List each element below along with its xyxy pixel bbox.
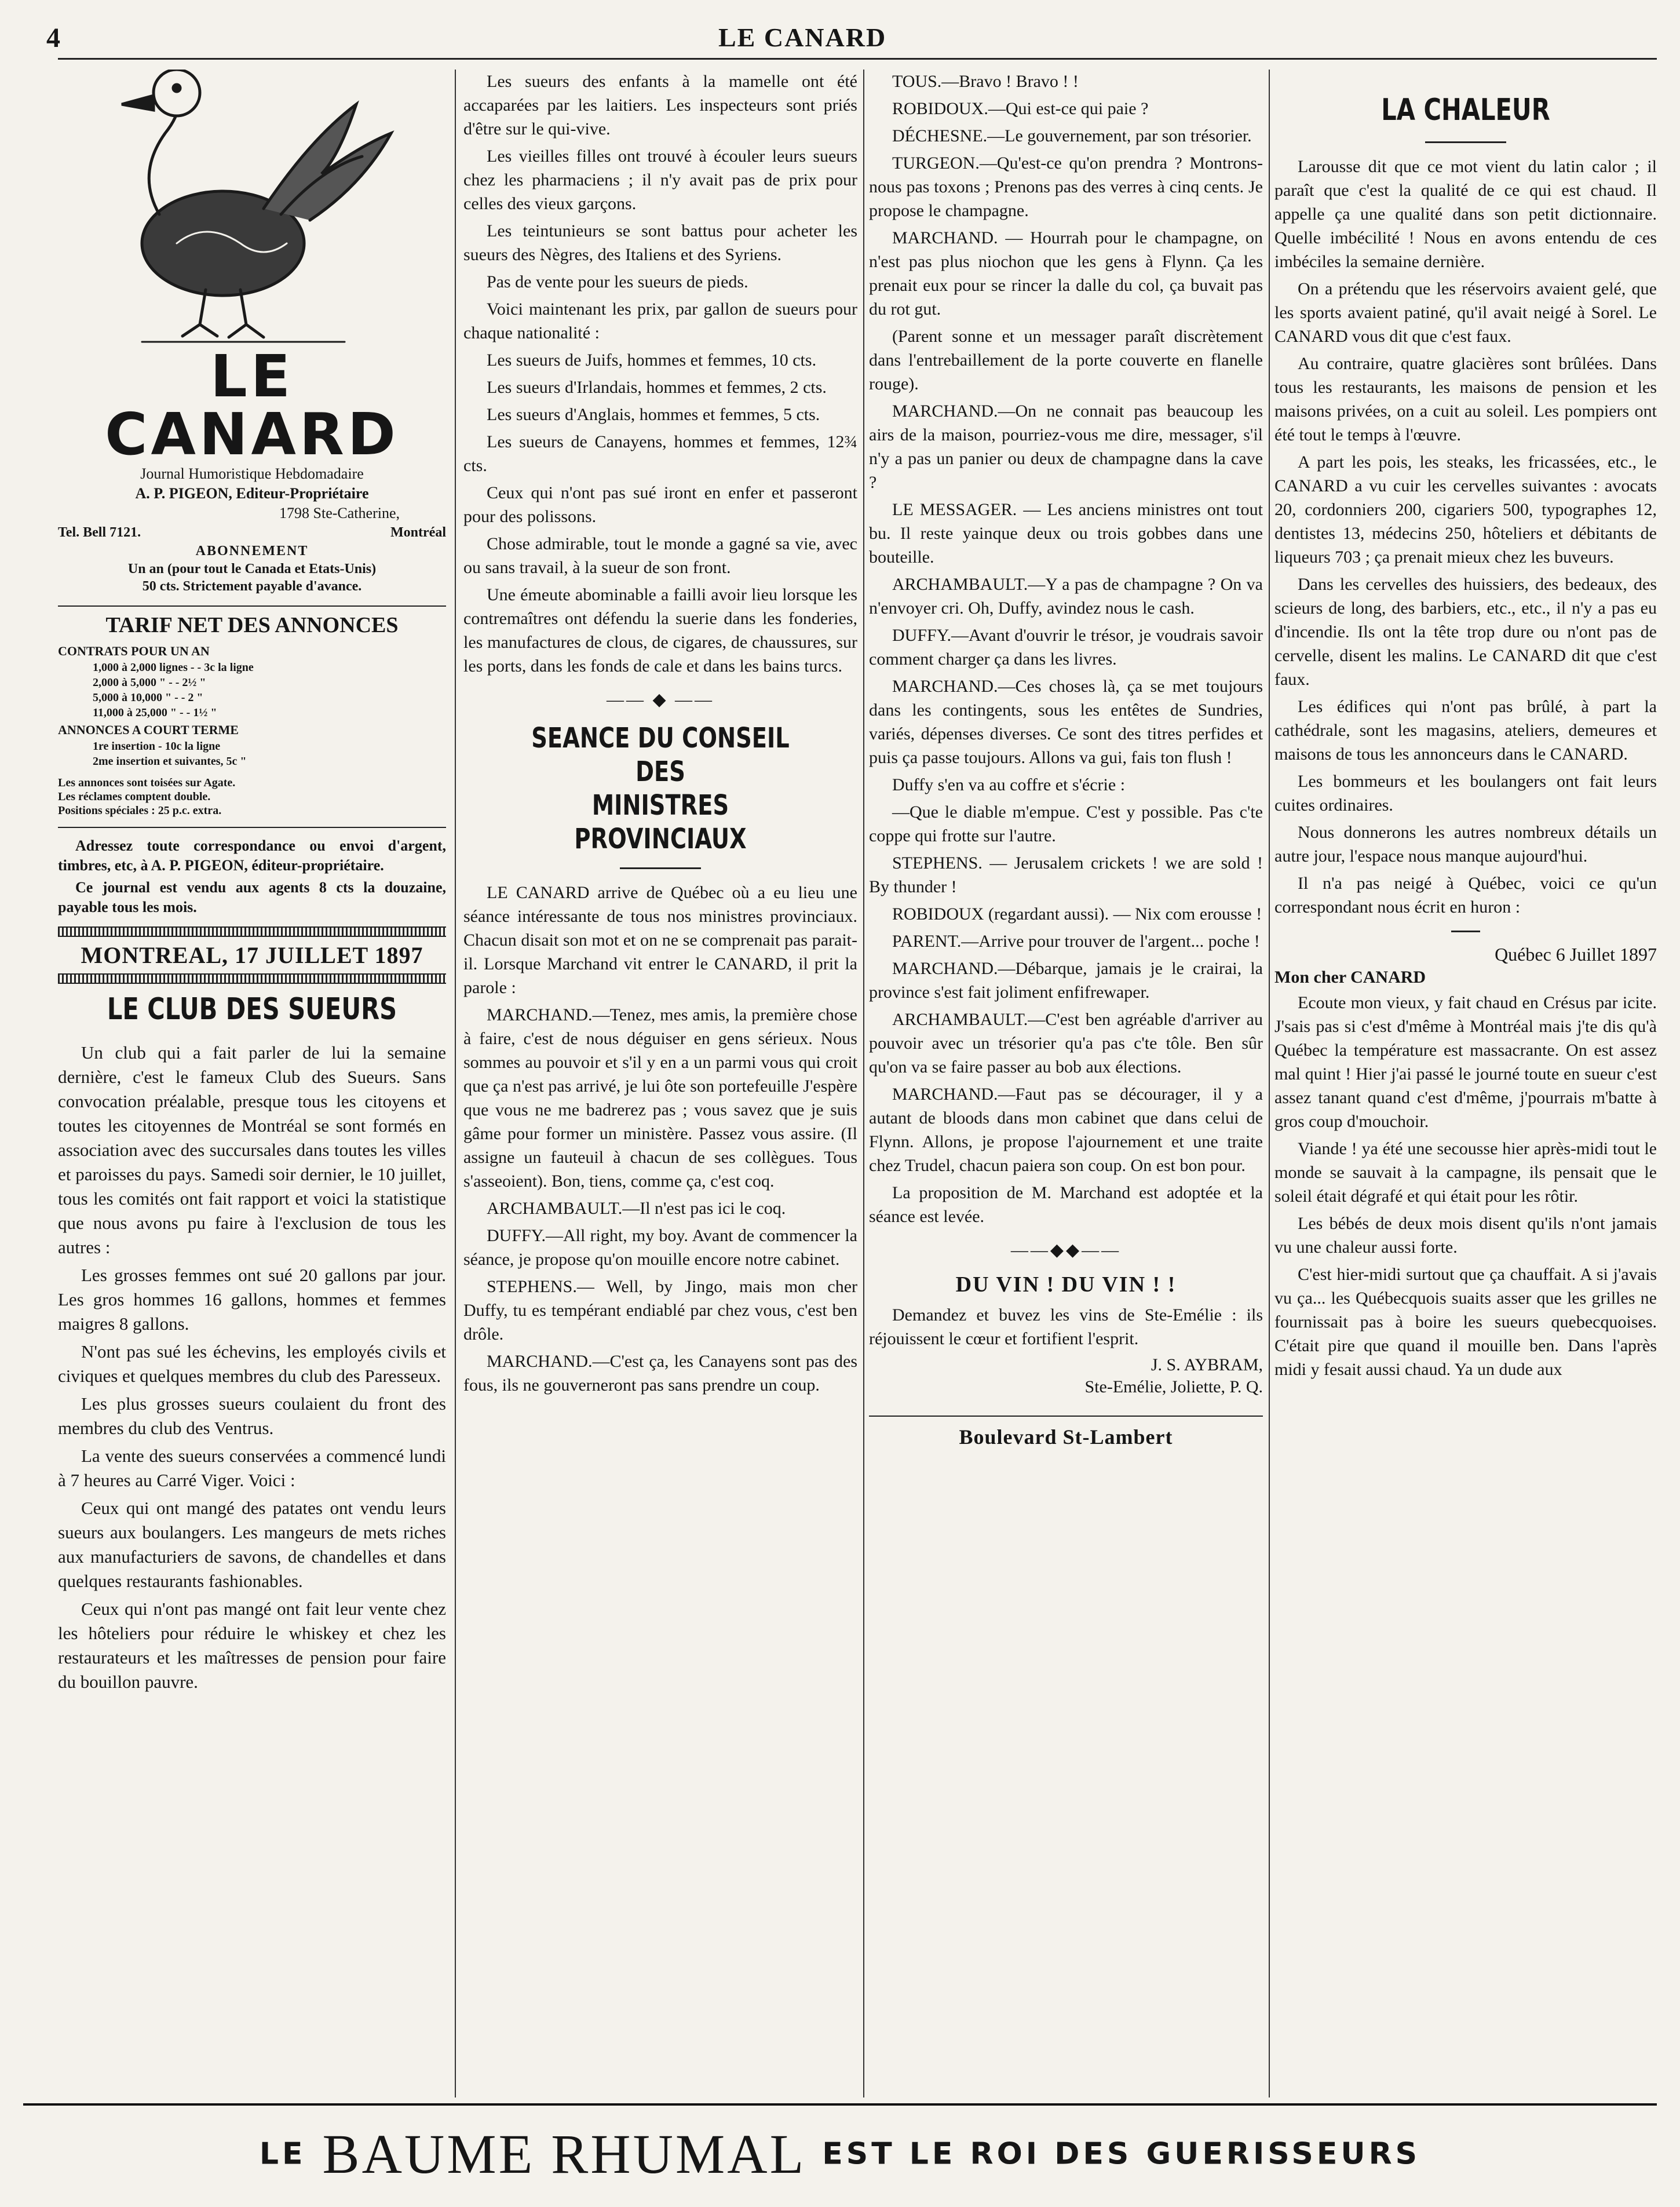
page-header	[23, 12, 1657, 58]
club-paragraph: Une émeute abominable a failli avoir lieu lorsque les contremaîtres ont défendu la suerie dans les fonderies, les manufactures de clous, de cigares, de chaussures, sur les ports, dans les fonds de cale et dans les bains turcs.	[463, 585, 857, 676]
column-3	[869, 70, 1263, 2097]
chaleur-paragraph: Larousse dit que ce mot vient du latin calor ; il paraît que c'est la qualité de ce qui est chaud. Il appelle ça une qualité dans son petit dictionnaire. Quelle imbécilité ! Nous en avons entendu de ces imbéciles la semaine dernière.	[1274, 157, 1657, 271]
letter-paragraph: Les bébés de deux mois disent qu'ils n'ont jamais vu une chaleur aussi forte.	[1274, 1214, 1657, 1257]
club-paragraph: Les plus grosses sueurs coulaient du front des membres du club des Ventrus.	[58, 1393, 446, 1438]
seance-paragraph: ROBIDOUX (regardant aussi). — Nix com erousse !	[892, 904, 1262, 924]
club-paragraph: Voici maintenant les prix, par gallon de sueurs pour chaque nationalité :	[463, 300, 857, 342]
club-paragraph: Un club qui a fait parler de lui la semaine dernière, c'est le fameux Club des Sueurs. Sans convocation préalable, presque tous les citoyens et toutes les citoyennes de Montréal se sont formés en association avec des succursales dans toutes les villes et paroisses du pays. Samedi soir dernier, le 10 juillet, tous les comités ont fait rapport et voici la statistique que nous avons pu faire à l'exclusion de tous les autres :	[58, 1042, 446, 1257]
short-rule	[1425, 141, 1506, 143]
footer-advertisement	[23, 2103, 1657, 2187]
ornament-divider: —— ◆ ——	[606, 690, 715, 709]
letter-date: Québec 6 Juillet 1897	[1495, 944, 1657, 965]
seance-paragraph: (Parent sonne et un messager paraît discrètement dans l'entrebaillement de la porte couverte en flanelle rouge).	[869, 327, 1263, 393]
abonnement-heading: ABONNEMENT	[195, 543, 309, 559]
seance-paragraph: MARCHAND.—Ces choses là, ça se met toujours dans les contingents, sous les entêtes de Sundries, variés, dépenses diverses. Ce sont des titres perfides et puis ça passe toujours. Allons va gui, fais ton flush !	[869, 677, 1263, 767]
seance-paragraph: PARENT.—Arrive pour trouver de l'argent... poche !	[892, 932, 1260, 951]
seance-paragraph: La proposition de M. Marchand est adoptée et la séance est levée.	[869, 1183, 1263, 1226]
rate-note: Positions spéciales : 25 p.c. extra.	[58, 804, 222, 817]
short-rule	[1451, 931, 1480, 932]
boulevard-ad: Boulevard St-Lambert	[869, 1416, 1263, 1449]
club-headline: LE CLUB DES SUEURS	[107, 992, 397, 1027]
seance-paragraph: MARCHAND.—Tenez, mes amis, la première chose à faire, c'est de nous déguiser en gens sérieux. Nous sommes au pouvoir et s'il y en a un parmi vous qui croit que ça n'est pas arrivé, je lui ôte son portefeuille J'espère que vous ne me badrerez pas ; vous savez que je suis gâme pour former un ministère. Passez vous assire. (Il assigne un fauteuil à chacun de ses collègues. Tous s'asseoient). Bon, tiens, comme ça, c'est coq.	[463, 1005, 857, 1191]
column-divider	[863, 70, 864, 2097]
letter-paragraph: Viande ! ya été une secousse hier après-midi tout le monde se sauvait à la campagne, ils pensait que le soleil était dégrafé et qui était pour les rôtir.	[1274, 1139, 1657, 1206]
rate-line: 2me insertion et suivantes, 5c "	[93, 755, 247, 768]
seance-headline-line1: SEANCE DU CONSEIL DES	[531, 722, 790, 788]
seance-paragraph: STEPHENS.— Well, by Jingo, mais mon cher Duffy, tu es tempérant endiablé par chez vous, c'est ben drôle.	[463, 1277, 857, 1344]
column-4	[1274, 70, 1657, 2097]
agents-notice: Ce journal est vendu aux agents 8 cts la douzaine, payable tous les mois.	[58, 879, 446, 915]
club-paragraph: Chose admirable, tout le monde a gagné sa vie, avec ou sans travail, à la sueur de son front.	[463, 534, 857, 577]
footer-brand: BAUME RHUMAL	[322, 2123, 806, 2185]
vin-text: Demandez et buvez les vins de Ste-Emélie : ils réjouissent le cœur et fortifient l'esprit.	[869, 1305, 1263, 1348]
seance-paragraph: DÉCHESNE.—Le gouvernement, par son trésorier.	[892, 126, 1252, 145]
vin-headline: DU VIN ! DU VIN ! !	[955, 1272, 1177, 1297]
rate-line: 5,000 à 10,000 " - - 2 "	[93, 691, 203, 704]
vin-signature: J. S. AYBRAM,	[1151, 1355, 1263, 1374]
club-paragraph: Les vieilles filles ont trouvé à écouler leurs sueurs chez les pharmaciens ; il n'y avait pas de prix pour celles des vieux garçons.	[463, 147, 857, 213]
club-paragraph: Les sueurs de Canayens, hommes et femmes, 12¾ cts.	[463, 432, 857, 475]
seance-paragraph: ARCHAMBAULT.—Y a pas de champagne ? On va n'envoyer cri. Oh, Duffy, avindez nous le cash.	[869, 575, 1263, 618]
seance-paragraph: MARCHAND.—Débarque, jamais je le crairai, la province s'est fait joliment enfifrewaper.	[869, 959, 1263, 1002]
header-rule	[58, 58, 1657, 60]
chaleur-paragraph: Il n'a pas neigé à Québec, voici ce qu'un correspondant nous écrit en huron :	[1274, 874, 1657, 917]
seance-paragraph: Duffy s'en va au coffre et s'écrie :	[892, 775, 1126, 794]
chaleur-paragraph: On a prétendu que les réservoirs avaient gelé, que les sports avaient patiné, qu'il avait neigé à Sorel. Le CANARD vous dit que c'est faux.	[1274, 279, 1657, 346]
rate-note: Les annonces sont toisées sur Agate.	[58, 776, 236, 789]
club-paragraph: La vente des sueurs conservées a commencé lundi à 7 heures au Carré Viger. Voici :	[58, 1446, 446, 1490]
letter-salutation: Mon cher CANARD	[1274, 968, 1426, 987]
ornamental-rule	[58, 973, 446, 984]
column-divider	[455, 70, 456, 2097]
footer-tagline: EST LE ROI DES GUERISSEURS	[822, 2136, 1421, 2172]
rate-line: 1re insertion - 10c la ligne	[93, 740, 221, 753]
masthead-city: Montréal	[390, 525, 446, 540]
seance-paragraph: ROBIDOUX.—Qui est-ce qui paie ?	[892, 99, 1149, 118]
chaleur-paragraph: Au contraire, quatre glacières sont brûlées. Dans tous les restaurants, les maisons de pension et les maisons privées, on a cuit au soleil. Les pompiers ont été tout le temps à l'œuvre.	[1274, 354, 1657, 444]
seance-paragraph: STEPHENS. — Jerusalem crickets ! we are sold ! By thunder !	[869, 853, 1263, 896]
seance-headline-line2: MINISTRES PROVINCIAUX	[574, 789, 747, 855]
seance-paragraph: DUFFY.—Avant d'ouvrir le trésor, je voudrais savoir comment charger ça dans les livres.	[869, 626, 1263, 669]
club-paragraph: Les sueurs des enfants à la mamelle ont été accaparées par les laitiers. Les inspecteurs sont priés d'être sur le qui-vive.	[463, 72, 857, 138]
rate-line: 1,000 à 2,000 lignes - - 3c la ligne	[93, 661, 254, 674]
masthead-contact-row	[58, 524, 446, 541]
club-paragraph: N'ont pas sué les échevins, les employés civils et civiques et quelques membres du club des Paresseux.	[58, 1341, 446, 1386]
chaleur-paragraph: Dans les cervelles des huissiers, des bedeaux, des scieurs de long, des barbiers, etc., etc., il n'y a pas eu d'incendie. Ils ont la tête trop dure ou n'ont pas de cervelle, disent les malins. Le CANARD dit que c'est faux.	[1274, 575, 1657, 689]
chaleur-headline: LA CHALEUR	[1381, 93, 1550, 127]
seance-paragraph: MARCHAND.—On ne connait pas beaucoup les airs de la maison, pourriez-vous me dire, messager, s'il n'y a pas un panier ou deux de champagne dans la cave ?	[869, 402, 1263, 492]
seance-paragraph: DUFFY.—All right, my boy. Avant de commencer la séance, je propose qu'on mouille encore notre cabinet.	[463, 1226, 857, 1269]
club-paragraph: Pas de vente pour les sueurs de pieds.	[487, 272, 748, 291]
page-number: 4	[46, 23, 60, 53]
club-paragraph: Les sueurs d'Irlandais, hommes et femmes, 2 cts.	[487, 378, 827, 397]
chaleur-paragraph: Les bommeurs et les boulangers ont fait leurs cuites ordinaires.	[1274, 772, 1657, 815]
abonnement-line: Un an (pour tout le Canada et Etats-Unis)	[127, 561, 377, 577]
masthead-publisher: A. P. PIGEON, Editeur-Propriétaire	[135, 485, 369, 502]
footer-le: LE	[259, 2136, 306, 2172]
vin-signature-place: Ste-Emélie, Joliette, P. Q.	[1084, 1377, 1263, 1396]
short-rule	[620, 867, 701, 869]
contrats-heading: CONTRATS POUR UN AN	[58, 644, 210, 658]
masthead-phone: Tel. Bell 7121.	[58, 525, 141, 540]
rate-line: 11,000 à 25,000 " - - 1½ "	[93, 706, 217, 719]
club-paragraph: Les grosses femmes ont sué 20 gallons par jour. Les gros hommes 16 gallons, hommes et femmes maigres 8 gallons.	[58, 1265, 446, 1334]
seance-paragraph: MARCHAND. — Hourrah pour le champagne, on n'est pas plus niochon que les gens à Flynn. Ça les prenait eux pour se rincer la dalle du col, ça buvait pas du rot gut.	[869, 228, 1263, 319]
letter-paragraph: C'est hier-midi surtout que ça chauffait. A si j'avais vu ça... les Québecquois suaits asser que les grilles ne fournissait pas à boire les sueurs quebecquoises. C'était pire que quand il mouille ben. Dans l'après midi y fesait aussi chaud. Ya un dude aux	[1274, 1265, 1657, 1379]
correspondence-notice: Adressez toute correspondance ou envoi d'argent, timbres, etc, à A. P. PIGEON, éditeur-propriétaire.	[58, 827, 446, 875]
column-divider	[1269, 70, 1270, 2097]
masthead-title: LE CANARD	[105, 342, 399, 468]
club-paragraph: Les teintunieurs se sont battus pour acheter les sueurs des Nègres, des Italiens et des Syriens.	[463, 221, 857, 264]
column-1	[58, 70, 446, 2097]
seance-paragraph: MARCHAND.—Faut pas se décourager, il y a autant de bloods dans mon cabinet que dans celui de Flynn. Allons, je propose l'ajournement et une traite chez Trudel, chacun paiera son coup. On est bon pour.	[869, 1085, 1263, 1175]
club-paragraph: Les sueurs de Juifs, hommes et femmes, 10 cts.	[487, 351, 817, 370]
rate-note: Les réclames comptent double.	[58, 790, 211, 803]
letter-paragraph: Ecoute mon vieux, y fait chaud en Crésus par icite. J'sais pas si c'est d'même à Montréal mais j'te dis qu'à Québec la température est massacrante. On est assez mal quint ! Hier j'ai passé le journé toute en sueur c'est assez tanant quand c'est d'même, j'pourrais m'batte à gros coup d'mouchoir.	[1274, 993, 1657, 1131]
abonnement-line: 50 cts. Strictement payable d'avance.	[142, 579, 362, 594]
masthead-subtitle: Journal Humoristique Hebdomadaire	[140, 465, 364, 482]
masthead-address: 1798 Ste-Catherine,	[279, 505, 400, 521]
club-paragraph: Ceux qui n'ont pas sué iront en enfer et passeront pour des polissons.	[463, 483, 857, 526]
club-paragraph: Ceux qui ont mangé des patates ont vendu leurs sueurs aux boulangers. Les mangeurs de mets riches aux manufacturiers de savons, de chandelles et dans quelques restaurants fashionables.	[58, 1498, 446, 1591]
running-title: LE CANARD	[718, 23, 887, 52]
seance-paragraph: ARCHAMBAULT.—C'est ben agréable d'arriver au pouvoir avec un trésorier qu'a pas c'te tôle. Ben sûr qu'on va se faire passer au bob aux élections.	[869, 1010, 1263, 1077]
seance-paragraph: TURGEON.—Qu'est-ce qu'on prendra ? Montrons-nous pas toxons ; Prenons pas des verres à cinq cents. Je propose le champagne.	[869, 154, 1263, 220]
chaleur-paragraph: Nous donnerons les autres nombreux détails un autre jour, l'espace nous manque aujourd'hui.	[1274, 823, 1657, 866]
duck-logo-icon	[90, 70, 414, 348]
column-2	[463, 70, 857, 2097]
seance-paragraph: LE MESSAGER. — Les anciens ministres ont tout bu. Il reste yainque deux ou trois gobbes dans une bouteille.	[869, 500, 1263, 567]
ornament-divider: ——◆◆——	[1010, 1241, 1122, 1260]
seance-paragraph: ARCHAMBAULT.—Il n'est pas ici le coq.	[487, 1199, 786, 1218]
newspaper-page	[23, 12, 1657, 2196]
tarif-heading: TARIF NET DES ANNONCES	[58, 605, 446, 638]
club-paragraph: Ceux qui n'ont pas mangé ont fait leur vente chez les hôteliers pour réduire le whiskey et chez les restaurateurs et les maîtresses de pension pour faire du bouillon pauvre.	[58, 1599, 446, 1692]
seance-paragraph: MARCHAND.—C'est ça, les Canayens sont pas des fous, ils ne gouverneront pas sans prendre un coup.	[463, 1352, 857, 1395]
chaleur-paragraph: Les édifices qui n'ont pas brûlé, à part la cathédrale, sont les magasins, ateliers, demeures et maisons de tous les annonceurs dans le CANARD.	[1274, 697, 1657, 764]
dateline: MONTREAL, 17 JUILLET 1897	[81, 942, 423, 968]
rate-line: 2,000 à 5,000 " - - 2½ "	[93, 676, 206, 689]
seance-paragraph: LE CANARD arrive de Québec où a eu lieu une séance intéressante de tous nos ministres provinciaux. Chacun disait son mot et on ne se comprenait pas parait-il. Lorsque Marchand vit entrer le CANARD, il prit la parole :	[463, 883, 857, 997]
club-paragraph: Les sueurs d'Anglais, hommes et femmes, 5 cts.	[487, 405, 820, 424]
seance-paragraph: —Que le diable m'empue. C'est y possible. Pas c'te coppe qui frotte sur l'autre.	[869, 802, 1263, 845]
seance-paragraph: TOUS.—Bravo ! Bravo ! !	[892, 72, 1079, 91]
chaleur-paragraph: A part les pois, les steaks, les fricassées, etc., le CANARD a vu cuir les cervelles suivantes : avocats 20, cordonniers 200, cigariers 500, typographes 12, dentistes 13, médecins 250, hôteliers et débitants de liqueurs 703 ; ça prenait mieux chez les buveurs.	[1274, 453, 1657, 567]
court-terme-heading: ANNONCES A COURT TERME	[58, 723, 239, 737]
ornamental-rule	[58, 926, 446, 937]
